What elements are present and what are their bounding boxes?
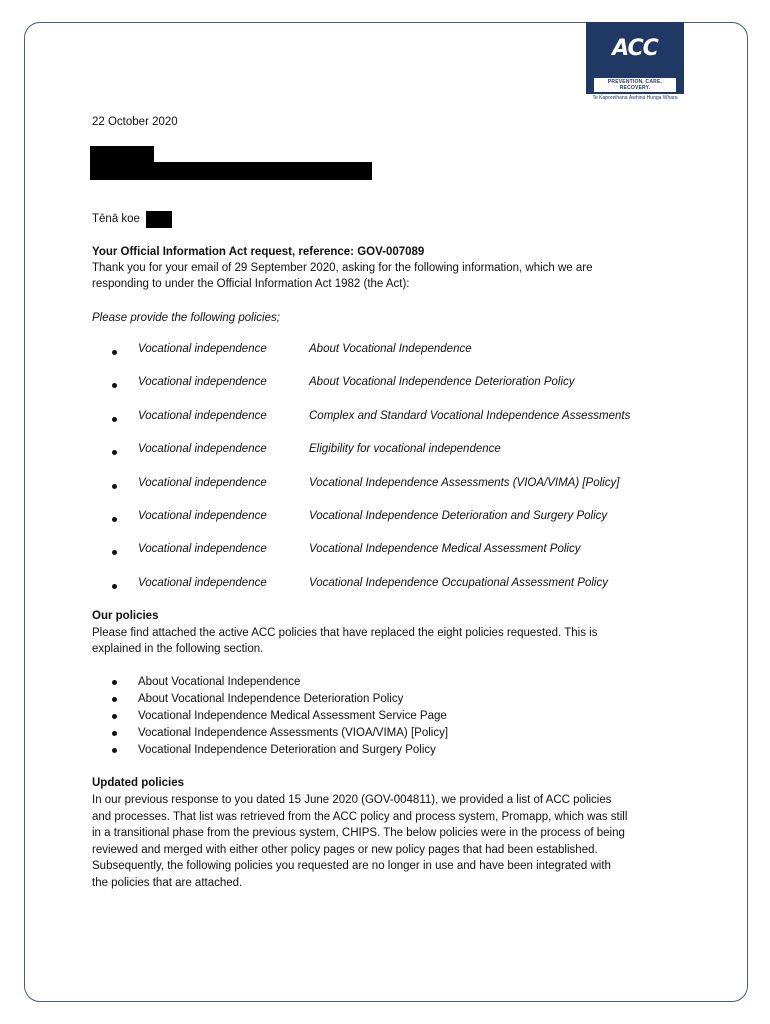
acc-logo (586, 22, 684, 94)
attached-policy-item (112, 708, 692, 725)
policy-name: Eligibility for vocational independence (309, 443, 501, 456)
redacted-name (90, 146, 154, 162)
updated-policies-line: Subsequently, the following policies you requested are no longer in use and have been integrated with (92, 860, 611, 873)
bullet-icon (112, 680, 117, 685)
policy-name: Vocational Independence Occupational Assessment Policy (309, 576, 608, 589)
acc-logo-mark: ACC (612, 36, 658, 61)
policy-category: Vocational independence (138, 476, 267, 489)
policy-name: Vocational Independence Deterioration and Surgery Policy (309, 510, 608, 522)
attached-policy-label: About Vocational Independence (138, 676, 301, 688)
policy-category: Vocational independence (138, 510, 267, 522)
attached-policy-label: About Vocational Independence Deterioration Policy (138, 693, 404, 705)
bullet-icon (112, 748, 117, 753)
policy-name: About Vocational Independence Deterioration Policy (309, 376, 575, 389)
policy-category: Vocational independence (138, 576, 267, 589)
policy-category: Vocational independence (138, 443, 267, 456)
attached-policy-item (112, 691, 692, 708)
updated-policies-line: reviewed and merged with either other policy pages or new policy pages that had been established. (92, 843, 598, 856)
attached-policy-label: Vocational Independence Medical Assessment Service Page (138, 710, 447, 722)
updated-policies-line: the policies that are attached. (92, 877, 243, 889)
policy-name: Complex and Standard Vocational Independence Assessments (309, 409, 631, 422)
redacted-address (90, 162, 372, 180)
policy-name: About Vocational Independence (309, 343, 472, 355)
bullet-icon (112, 517, 117, 522)
bullet-icon (112, 584, 117, 589)
acc-logo-tagline: PREVENTION. CARE. RECOVERY. (594, 78, 676, 92)
policy-category: Vocational independence (138, 543, 267, 556)
bullet-icon (112, 417, 117, 422)
request-quote: Please provide the following policies; (92, 312, 280, 324)
updated-policies-line: and processes. That list was retrieved from the ACC policy and process system, Promapp, which was still (92, 810, 628, 823)
attached-policies-list (112, 674, 692, 759)
bullet-icon (112, 731, 117, 736)
bullet-icon (112, 484, 117, 489)
attached-policy-label: Vocational Independence Assessments (VIOA/VIMA) [Policy] (138, 727, 449, 739)
policy-name: Vocational Independence Assessments (VIOA/VIMA) [Policy] (309, 476, 620, 489)
policy-category: Vocational independence (138, 409, 267, 422)
intro-line-1: Thank you for your email of 29 September 2020, asking for the following information, which we are (92, 262, 593, 274)
our-policies-line-1: Please find attached the active ACC policies that have replaced the eight policies requested. This is (92, 627, 598, 639)
redacted-recipient (146, 211, 172, 228)
updated-policies-line: in a transitional phase from the previous system, CHIPS. The below policies were in the process of being (92, 827, 625, 840)
updated-policies-line: In our previous response to you dated 15 June 2020 (GOV-004811), we provided a list of ACC policies (92, 794, 612, 806)
attached-policy-label: Vocational Independence Deterioration and Surgery Policy (138, 744, 436, 756)
policy-category: Vocational independence (138, 343, 267, 355)
policy-category: Vocational independence (138, 376, 267, 389)
bullet-icon (112, 714, 117, 719)
attached-policy-item (112, 725, 692, 742)
attached-policy-item (112, 742, 692, 759)
our-policies-heading: Our policies (92, 610, 159, 622)
bullet-icon (112, 697, 117, 702)
policy-name: Vocational Independence Medical Assessment Policy (309, 543, 581, 556)
our-policies-line-2: explained in the following section. (92, 643, 264, 655)
attached-policy-item (112, 674, 692, 691)
bullet-icon (112, 350, 117, 355)
greeting-text: Tēnā koe (92, 213, 140, 225)
greeting (92, 211, 140, 228)
request-heading: Your Official Information Act request, reference: GOV-007089 (92, 246, 425, 258)
letter-date: 22 October 2020 (92, 116, 178, 128)
acc-logo-subtitle: Te Kaporeihana Āwhina Hunga Whara (592, 95, 678, 101)
intro-line-2: responding to under the Official Information Act 1982 (the Act): (92, 278, 410, 290)
updated-policies-heading: Updated policies (92, 777, 185, 789)
